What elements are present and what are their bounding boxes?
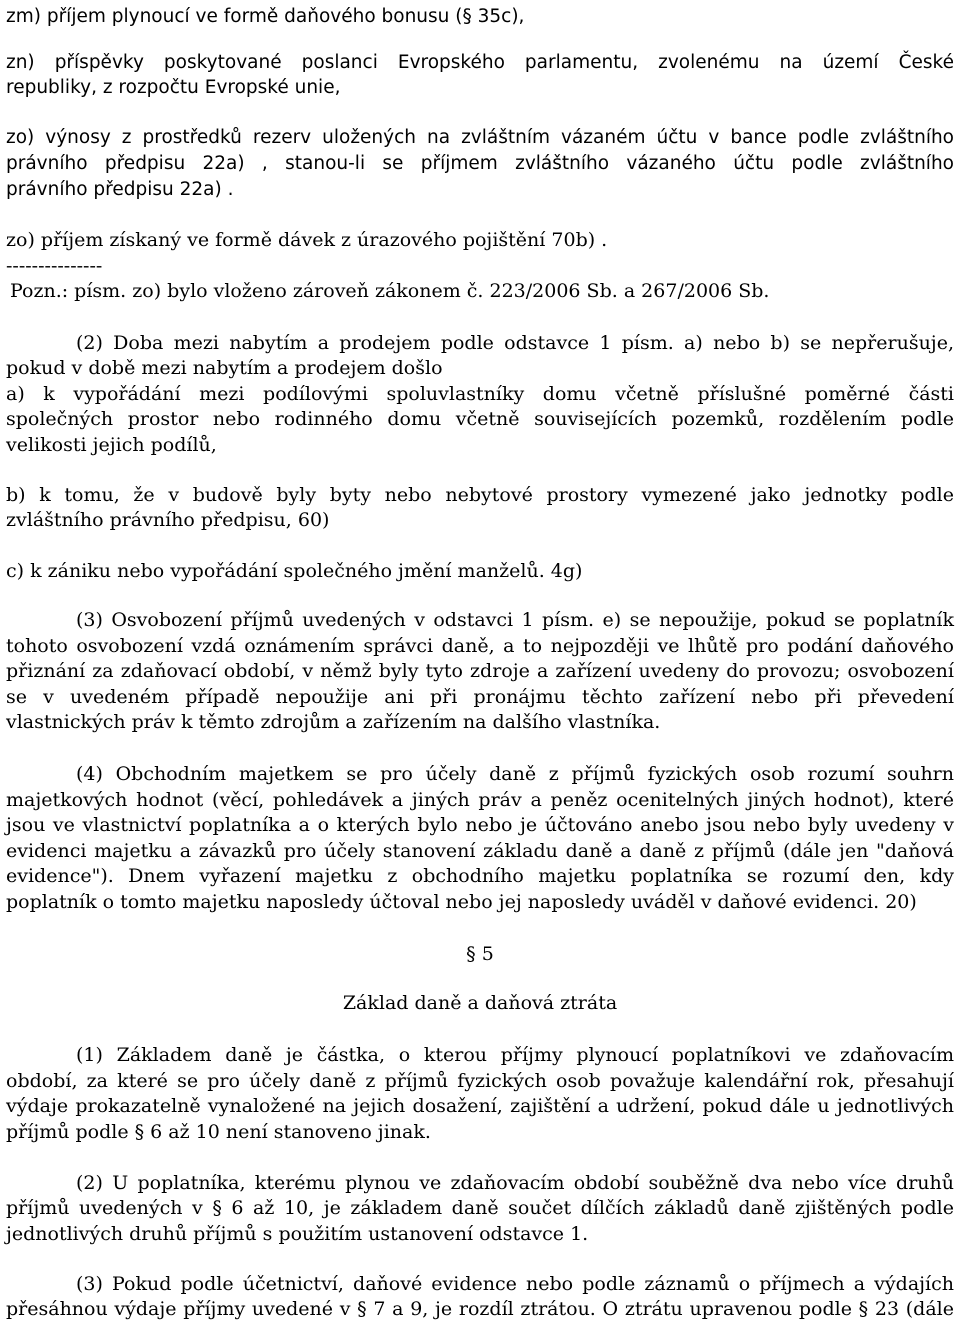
paragraph-4-line: jsou ve vlastnictví poplatníka a o kterých bylo nebo je účtováno anebo jsou nebo byly uvedeny v [6,814,954,836]
paragraph-3-line: přiznání za zdaňovací období, v němž byly tyto zdroje a zařízení uvedeny do provozu; osvobození [6,660,954,682]
section-5-paragraph-1-line: příjmů podle § 6 až 10 není stanoveno jinak. [6,1121,431,1143]
paragraph-2-line: pokud v době mezi nabytím a prodejem došlo [6,357,443,379]
section-number: § 5 [466,943,494,965]
paragraph-2b-line: b) k tomu, že v budově byly byty nebo nebytové prostory vymezené jako jednotky podle [6,484,954,506]
item-zo-line: zo) výnosy z prostředků rezerv uložených na zvláštním vázaném účtu v bance podle zvláštního [6,127,954,148]
section-5-paragraph-3-line: přesáhnou výdaje příjmy uvedené v § 7 a 9, je rozdíl ztrátou. O ztrátu upravenou podle § 23 (dále [6,1298,954,1320]
item-zn-line: republiky, z rozpočtu Evropské unie, [6,77,341,98]
item-zn-line: zn) příspěvky poskytované poslanci Evropského parlamentu, zvolenému na území České [6,52,954,73]
note-separator: --------------- [6,255,103,277]
paragraph-3-line: tohoto osvobození vzdá oznámením správci daně, a to nejpozději ve lhůtě pro podání daňového [6,635,954,657]
section-5-paragraph-2-line: jednotlivých druhů příjmů s použitím ustanovení odstavce 1. [6,1223,589,1245]
paragraph-4-line: majetkových hodnot (věcí, pohledávek a jiných práv a peněz ocenitelných jiných hodnot), které [6,789,954,811]
paragraph-2-line: velikosti jejich podílů, [6,434,217,456]
section-5-paragraph-2-line: (2) U poplatníka, kterému plynou ve zdaňovacím období souběžně dva nebo více druhů [76,1172,954,1194]
paragraph-4-line: evidenci majetku a závazků pro účely stanovení základu daně a daně z příjmů (dále jen "daňová [6,840,954,862]
section-5-paragraph-2-line: příjmů uvedených v § 6 až 10, je základem daně součet dílčích základů daně zjištěných podle [6,1197,954,1219]
item-zo-line: právního předpisu 22a) , stanou-li se příjmem zvláštního vázaného účtu podle zvláštního [6,153,954,174]
item-zo-line: právního předpisu 22a) . [6,179,234,200]
section-5-paragraph-1-line: (1) Základem daně je částka, o kterou příjmy plynoucí poplatníkovi ve zdaňovacím [76,1044,954,1066]
section-5-paragraph-1-line: výdaje prokazatelně vynaložené na jejich dosažení, zajištění a udržení, pokud dále u jednotlivých [6,1095,954,1117]
paragraph-2-line: (2) Doba mezi nabytím a prodejem podle odstavce 1 písm. a) nebo b) se nepřerušuje, [76,332,954,354]
amendment-note: Pozn.: písm. zo) bylo vloženo zároveň zákonem č. 223/2006 Sb. a 267/2006 Sb. [10,280,770,302]
paragraph-3-line: (3) Osvobození příjmů uvedených v odstavci 1 písm. e) se nepoužije, pokud se poplatník [76,609,954,631]
item-zo-accident-insurance: zo) příjem získaný ve formě dávek z úrazového pojištění 70b) . [6,229,608,251]
paragraph-4-line: evidence"). Dnem vyřazení majetku z obchodního majetku poplatníka se rozumí den, kdy [6,865,954,887]
paragraph-4-line: poplatník o tomto majetku naposledy účtoval nebo jej naposledy uváděl v daňové evidenci. 20) [6,891,917,913]
paragraph-3-line: vlastnických práv k těmto zdrojům a zařízením na dalšího vlastníka. [6,711,661,733]
section-heading: Základ daně a daňová ztráta [342,992,618,1014]
paragraph-2-line: a) k vypořádání mezi podílovými spoluvlastníky domu včetně příslušné poměrné části [6,383,954,405]
item-zm: zm) příjem plynoucí ve formě daňového bonusu (§ 35c), [6,6,525,27]
paragraph-2-line: společných prostor nebo rodinného domu včetně souvisejících pozemků, rozdělením podle [6,408,954,430]
section-5-paragraph-1-line: období, za které se pro účely daně z příjmů fyzických osob považuje kalendářní rok, přesahují [6,1070,954,1092]
paragraph-4-line: (4) Obchodním majetkem se pro účely daně z příjmů fyzických osob rozumí souhrn [76,763,954,785]
paragraph-2c: c) k zániku nebo vypořádání společného jmění manželů. 4g) [6,560,583,582]
section-5-paragraph-3-line: (3) Pokud podle účetnictví, daňové evidence nebo podle záznamů o příjmech a výdajích [76,1273,954,1295]
paragraph-3-line: se v uvedeném případě nepoužije ani při pronájmu těchto zařízení nebo při převedení [6,686,954,708]
paragraph-2b-line: zvláštního právního předpisu, 60) [6,509,330,531]
